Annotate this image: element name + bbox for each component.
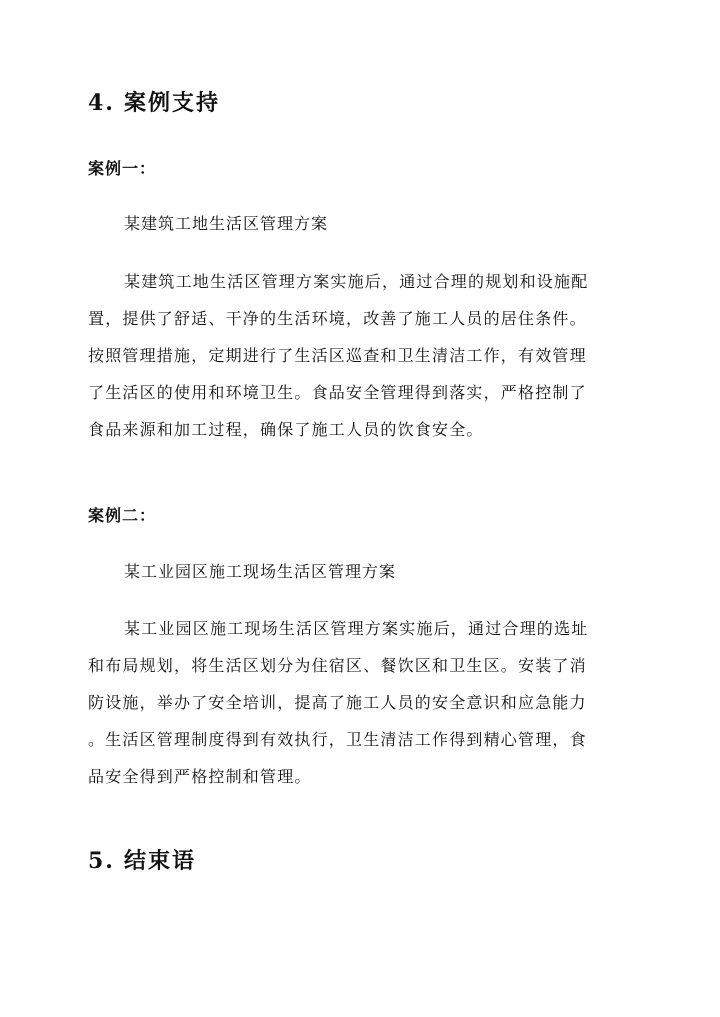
paragraph-line: 食品来源和加工过程，确保了施工人员的饮食安全。: [88, 420, 484, 439]
section-title: 结束语: [124, 848, 197, 874]
paragraph-line: 置，提供了舒适、干净的生活环境，改善了施工人员的居住条件。: [88, 309, 587, 328]
paragraph-line: 防设施，举办了安全培训，提高了施工人员的安全意识和应急能力: [88, 693, 587, 712]
case-one-subtitle: 某建筑工地生活区管理方案: [124, 214, 329, 233]
case-one-label: 案例一：: [88, 159, 157, 178]
paragraph-line: 品安全得到严格控制和管理。: [88, 767, 312, 786]
paragraph-line: 某建筑工地生活区管理方案实施后，通过合理的规划和设施配: [124, 272, 589, 291]
paragraph-line: 和布局规划，将生活区划分为住宿区、餐饮区和卫生区。安装了消: [88, 656, 587, 675]
section-number: 5.: [88, 848, 115, 874]
paragraph-line: 。生活区管理制度得到有效执行，卫生清洁工作得到精心管理，食: [88, 730, 587, 749]
case-one-paragraph: [88, 263, 633, 448]
paragraph-line: 某工业园区施工现场生活区管理方案实施后，通过合理的选址: [124, 619, 589, 638]
section-title: 案例支持: [124, 90, 221, 116]
section-heading-5: [88, 846, 196, 876]
paragraph-line: 了生活区的使用和环境卫生。食品安全管理得到落实，严格控制了: [88, 383, 587, 402]
case-two-subtitle: 某工业园区施工现场生活区管理方案: [124, 562, 397, 581]
case-two-paragraph: [88, 610, 633, 795]
section-heading-4: [88, 88, 220, 118]
case-two-label: 案例二：: [88, 506, 157, 525]
paragraph-line: 按照管理措施，定期进行了生活区巡查和卫生清洁工作，有效管理: [88, 346, 587, 365]
section-number: 4.: [88, 90, 115, 116]
